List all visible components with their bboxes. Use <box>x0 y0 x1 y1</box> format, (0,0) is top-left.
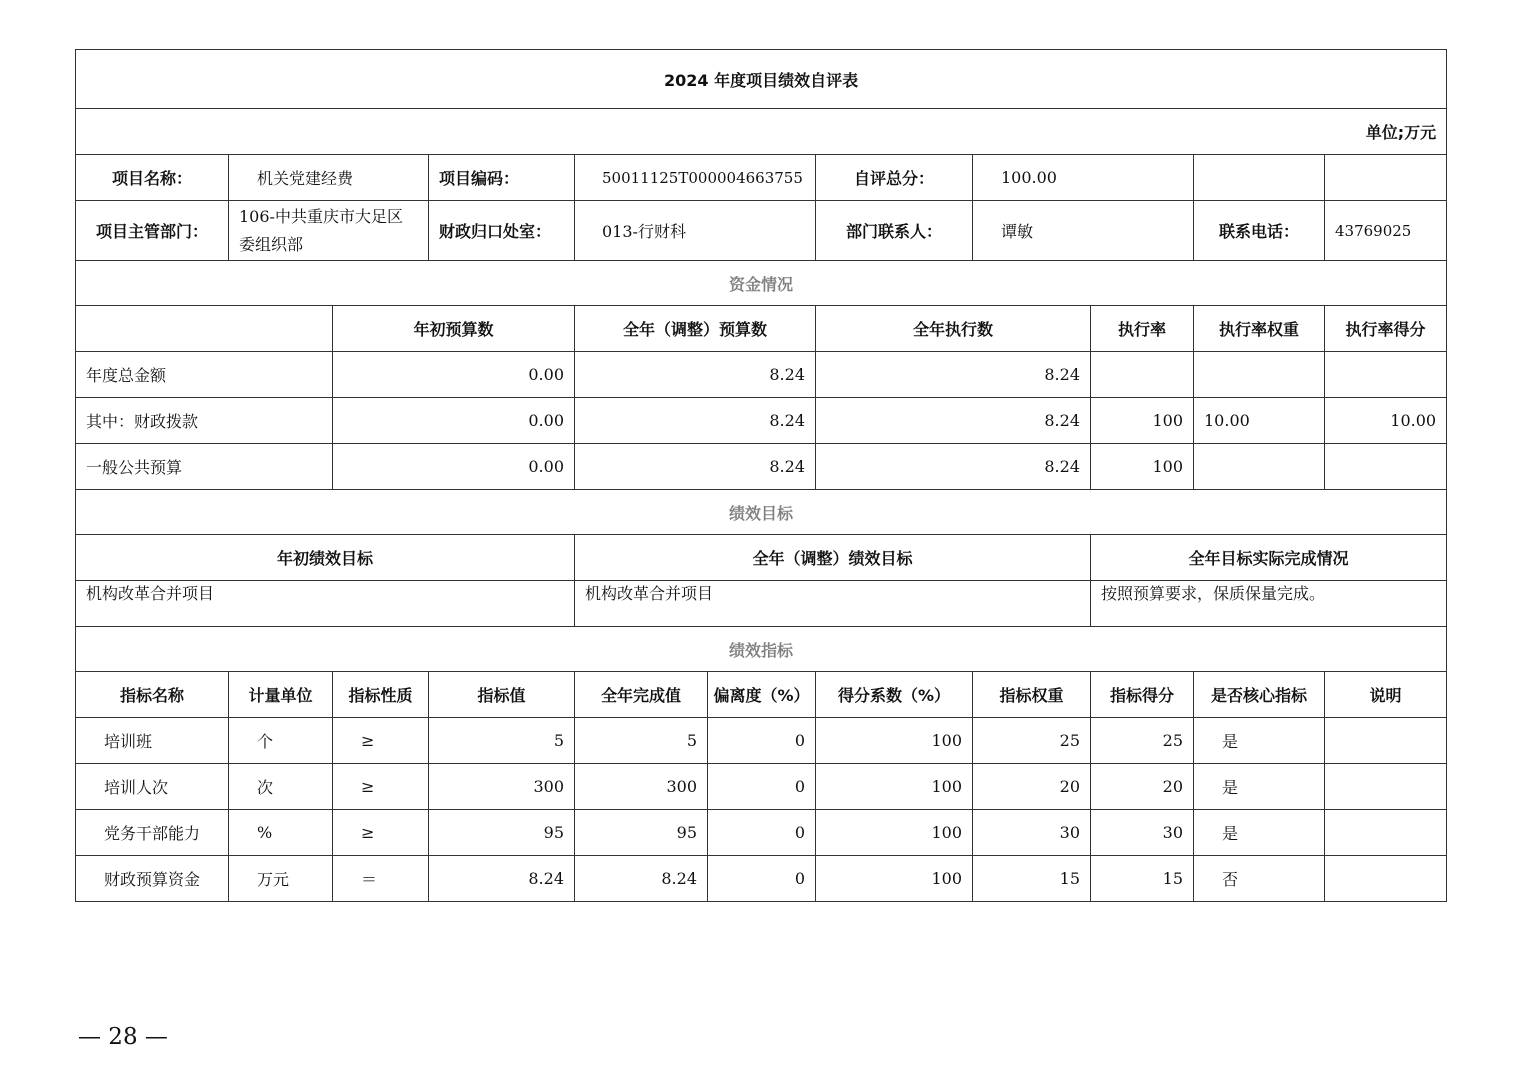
goals-header: 年初绩效目标 <box>76 535 575 581</box>
contact-value: 谭敏 <box>973 201 1194 261</box>
indicator-row <box>76 856 1447 902</box>
indicator-score: 30 <box>1091 810 1194 856</box>
phone-label: 联系电话： <box>1194 201 1325 261</box>
funds-header: 全年（调整）预算数 <box>575 306 816 352</box>
indicator-actual: 300 <box>575 764 708 810</box>
funds-adjusted: 8.24 <box>575 398 816 444</box>
funds-corner-cell <box>76 306 333 352</box>
indicator-nature: ＝ <box>333 856 429 902</box>
indicator-coef: 100 <box>816 856 973 902</box>
indicator-header: 指标性质 <box>333 672 429 718</box>
indicator-unit: 个 <box>229 718 333 764</box>
indicator-row <box>76 810 1447 856</box>
goals-header: 全年（调整）绩效目标 <box>575 535 1091 581</box>
phone-value: 43769025 <box>1325 201 1447 261</box>
indicator-header: 指标名称 <box>76 672 229 718</box>
contact-label: 部门联系人： <box>816 201 973 261</box>
funds-header: 执行率 <box>1091 306 1194 352</box>
indicator-header: 指标权重 <box>973 672 1091 718</box>
indicator-weight: 30 <box>973 810 1091 856</box>
indicator-row <box>76 718 1447 764</box>
funds-executed: 8.24 <box>816 398 1091 444</box>
funds-rate: 100 <box>1091 444 1194 490</box>
funds-row <box>76 398 1447 444</box>
indicator-actual: 8.24 <box>575 856 708 902</box>
indicator-note <box>1325 718 1447 764</box>
indicator-header: 偏离度（%） <box>708 672 816 718</box>
funds-score <box>1325 352 1447 398</box>
self-evaluation-table <box>75 49 1447 902</box>
funds-header: 全年执行数 <box>816 306 1091 352</box>
page-number: — 28 — <box>78 1024 168 1050</box>
indicator-nature: ≥ <box>333 810 429 856</box>
indicator-header: 是否核心指标 <box>1194 672 1325 718</box>
indicator-deviation: 0 <box>708 856 816 902</box>
funds-rate <box>1091 352 1194 398</box>
funds-initial: 0.00 <box>333 444 575 490</box>
indicator-score: 20 <box>1091 764 1194 810</box>
empty-cell <box>1325 155 1447 201</box>
indicator-core: 否 <box>1194 856 1325 902</box>
funds-score: 10.00 <box>1325 398 1447 444</box>
indicator-target: 300 <box>429 764 575 810</box>
funds-initial: 0.00 <box>333 352 575 398</box>
funds-executed: 8.24 <box>816 444 1091 490</box>
goal-actual: 按照预算要求，保质保量完成。 <box>1091 581 1447 627</box>
empty-cell <box>1194 155 1325 201</box>
indicator-core: 是 <box>1194 810 1325 856</box>
indicator-target: 8.24 <box>429 856 575 902</box>
indicator-name: 财政预算资金 <box>76 856 229 902</box>
funds-executed: 8.24 <box>816 352 1091 398</box>
funds-weight <box>1194 444 1325 490</box>
indicator-deviation: 0 <box>708 764 816 810</box>
project-code-label: 项目编码： <box>429 155 575 201</box>
indicator-weight: 25 <box>973 718 1091 764</box>
finance-label: 财政归口处室： <box>429 201 575 261</box>
funds-header: 执行率权重 <box>1194 306 1325 352</box>
dept-value: 106-中共重庆市大足区委组织部 <box>229 201 429 261</box>
indicator-score: 25 <box>1091 718 1194 764</box>
indicator-actual: 5 <box>575 718 708 764</box>
indicator-coef: 100 <box>816 764 973 810</box>
indicator-nature: ≥ <box>333 718 429 764</box>
section-funds: 资金情况 <box>76 261 1447 306</box>
unit-label: 单位;万元 <box>76 109 1447 155</box>
indicator-name: 培训班 <box>76 718 229 764</box>
indicator-actual: 95 <box>575 810 708 856</box>
indicator-unit: 万元 <box>229 856 333 902</box>
table-title: 2024 年度项目绩效自评表 <box>76 50 1447 109</box>
goal-adjusted: 机构改革合并项目 <box>575 581 1091 627</box>
funds-row <box>76 352 1447 398</box>
indicator-score: 15 <box>1091 856 1194 902</box>
funds-row-name: 一般公共预算 <box>76 444 333 490</box>
goals-header: 全年目标实际完成情况 <box>1091 535 1447 581</box>
indicator-header: 得分系数（%） <box>816 672 973 718</box>
goal-initial: 机构改革合并项目 <box>76 581 575 627</box>
indicator-weight: 15 <box>973 856 1091 902</box>
indicator-header: 全年完成值 <box>575 672 708 718</box>
indicator-target: 5 <box>429 718 575 764</box>
funds-header: 年初预算数 <box>333 306 575 352</box>
indicator-core: 是 <box>1194 764 1325 810</box>
indicator-note <box>1325 810 1447 856</box>
indicator-row <box>76 764 1447 810</box>
indicator-weight: 20 <box>973 764 1091 810</box>
dept-label: 项目主管部门： <box>76 201 229 261</box>
funds-row-name: 其中：财政拨款 <box>76 398 333 444</box>
indicator-coef: 100 <box>816 718 973 764</box>
indicator-header: 计量单位 <box>229 672 333 718</box>
finance-value: 013-行财科 <box>575 201 816 261</box>
indicator-header: 指标得分 <box>1091 672 1194 718</box>
indicator-name: 培训人次 <box>76 764 229 810</box>
score-label: 自评总分： <box>816 155 973 201</box>
funds-header: 执行率得分 <box>1325 306 1447 352</box>
indicator-deviation: 0 <box>708 718 816 764</box>
section-goals: 绩效目标 <box>76 490 1447 535</box>
indicator-name: 党务干部能力 <box>76 810 229 856</box>
indicator-core: 是 <box>1194 718 1325 764</box>
indicator-note <box>1325 856 1447 902</box>
indicator-header: 说明 <box>1325 672 1447 718</box>
indicator-coef: 100 <box>816 810 973 856</box>
project-code-value: 50011125T000004663755 <box>575 155 816 201</box>
indicator-unit: % <box>229 810 333 856</box>
indicator-header: 指标值 <box>429 672 575 718</box>
indicator-nature: ≥ <box>333 764 429 810</box>
funds-weight: 10.00 <box>1194 398 1325 444</box>
funds-row-name: 年度总金额 <box>76 352 333 398</box>
funds-weight <box>1194 352 1325 398</box>
funds-score <box>1325 444 1447 490</box>
project-name-value: 机关党建经费 <box>229 155 429 201</box>
section-indicators: 绩效指标 <box>76 627 1447 672</box>
funds-rate: 100 <box>1091 398 1194 444</box>
indicator-unit: 次 <box>229 764 333 810</box>
score-value: 100.00 <box>973 155 1194 201</box>
project-name-label: 项目名称： <box>76 155 229 201</box>
funds-adjusted: 8.24 <box>575 352 816 398</box>
indicator-deviation: 0 <box>708 810 816 856</box>
indicator-target: 95 <box>429 810 575 856</box>
funds-row <box>76 444 1447 490</box>
indicator-note <box>1325 764 1447 810</box>
funds-adjusted: 8.24 <box>575 444 816 490</box>
funds-initial: 0.00 <box>333 398 575 444</box>
